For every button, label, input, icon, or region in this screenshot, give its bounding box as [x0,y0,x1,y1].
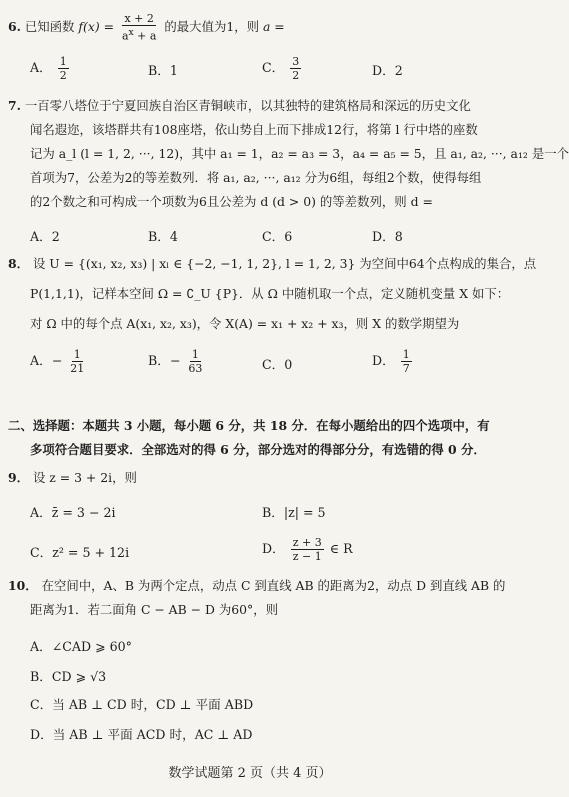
q7-line-1 [8,98,490,114]
q8-d-num: 1 [402,348,410,361]
q7-choice-a: A．2 [30,229,60,244]
q8-number: 8． [8,256,30,271]
q10-line-1 [8,578,506,594]
q6-choice-a-frac [58,55,69,82]
q6-fraction-numerator: x + 2 [124,12,154,25]
q6-number: 6. [8,18,21,34]
q6-choice-d: D．2 [372,63,403,78]
q7-choice-c: C．6 [262,229,293,244]
q10-line-2: 距离为1．若二面角 C − AB − D 为60°，则 [30,602,279,617]
q9-choice-c: C．z² = 5 + 12i [30,545,130,560]
q9-choice-d-label: D． [262,541,285,556]
q7-line-5: 的2个数之和可构成一个项数为6且公差为 d (d > 0) 的等差数列，则 d = [30,194,433,209]
q8-choice-c: C．0 [262,357,293,372]
q8-line-1 [8,256,537,272]
q8-d-den: 7 [402,362,410,375]
q8-choice-a-label: A．− [30,353,63,368]
q6-a-den: 2 [59,69,67,82]
q6-den-tail: + a [133,29,157,43]
q6-c-num: 3 [292,55,300,68]
q6-text-b: 的最大值为1，则 [164,18,260,34]
q7-choice-b: B．4 [148,229,178,244]
q10-choice-b: B．CD ⩾ √3 [30,669,107,684]
q9-number: 9． [8,470,30,485]
q9-choice-d-frac [291,536,324,563]
q10-choice-c: C．当 AB ⊥ CD 时，CD ⊥ 平面 ABD [30,697,254,712]
q7-line-3: 记为 a_l (l = 1, 2, ···, 12)，其中 a₁ = 1，a₂ = a₃ = 3，a₄ = a₅ = 5，且 a₁, a₂, ···, a₁₂ 是一个 [30,146,569,161]
q8-choice-d-label: D． [372,353,395,368]
q6-fraction [120,12,159,43]
q9-d-den: z − 1 [292,550,322,563]
q8-choice-d [372,348,414,375]
q8-a-num: 1 [73,348,81,361]
q6-text-a: 已知函数 [24,18,75,34]
q6-choice-b: B．1 [148,63,178,78]
q7-line-2: 闻名遐迩，该塔群共有108座塔，依山势自上而下排成12行，将第 l 行中塔的座数 [30,122,478,137]
q9-choice-b: B．|z| = 5 [262,505,326,520]
q6-fraction-denominator [120,26,159,43]
q7-line-4: 首项为7，公差为2的等差数列．将 a₁, a₂, ···, a₁₂ 分为6组，每组2个数，使得每组 [30,170,482,185]
q8-line-2: P(1,1,1)，记样本空间 Ω = ∁_U {P}．从 Ω 中随机取一个点，定义随机变量 X 如下： [30,286,510,301]
q9-stem [8,470,490,486]
q9-d-num: z + 3 [292,536,322,549]
q6-choice-c [262,55,303,82]
q8-choice-b [148,348,206,375]
q8-a-den: 21 [70,362,85,375]
q6-text-c: a = [262,18,285,34]
q6-fx: f(x) = [78,18,114,34]
q6-choice-c-frac [290,55,301,82]
q8-choice-b-frac [186,348,204,375]
q8-text-1: 设 U = {(x₁, x₂, x₃) | xₗ ∈ {−2, −1, 1, 2}, l = 1, 2, 3} 为空间中64个点构成的集合，点 [32,256,537,271]
q9-choice-a: A．z̄ = 3 − 2i [30,505,116,520]
q6-choice-a-label: A． [30,60,52,75]
page-footer: 数学试题第 2 页（共 4 页） [168,766,332,781]
q9-text: 设 z = 3 + 2i，则 [32,470,137,485]
q6-den-exp: x [128,27,134,38]
q10-number: 10． [8,578,38,593]
q6-c-den: 2 [292,69,300,82]
q8-b-den: 63 [188,362,203,375]
q6-stem [8,12,490,43]
q9-choice-d [262,536,353,563]
q8-b-num: 1 [191,348,199,361]
q10-choice-a: A．∠CAD ⩾ 60° [30,639,132,654]
q6-choice-c-label: C． [262,60,285,75]
q7-text-1: 一百零八塔位于宁夏回族自治区青铜峡市，以其独特的建筑格局和深远的历史文化 [24,98,471,113]
section-2-line-2: 多项符合题目要求．全部选对的得 6 分，部分选对的得部分分，有选错的得 0 分． [30,442,486,457]
q8-choice-a [30,348,88,375]
q7-number: 7. [8,98,21,113]
q6-a-num: 1 [59,55,67,68]
q6-den-base: a [121,29,129,43]
section-2-line-1: 二、选择题：本题共 3 小题，每小题 6 分，共 18 分．在每小题给出的四个选项中，有 [8,418,490,433]
q9-choice-d-tail: ∈ R [329,541,353,556]
q6-choice-a [30,55,71,82]
q10-choice-d: D．当 AB ⊥ 平面 ACD 时，AC ⊥ AD [30,727,253,742]
q10-text-1: 在空间中，A、B 为两个定点，动点 C 到直线 AB 的距离为2，动点 D 到直线 AB 的 [41,578,506,593]
q8-line-3: 对 Ω 中的每个点 A(x₁, x₂, x₃)，令 X(A) = x₁ + x₂ + x₃，则 X 的数学期望为 [30,316,460,331]
q8-choice-b-label: B．− [148,353,181,368]
q8-choice-d-frac [401,348,412,375]
q8-choice-a-frac [68,348,86,375]
q7-choice-d: D．8 [372,229,403,244]
